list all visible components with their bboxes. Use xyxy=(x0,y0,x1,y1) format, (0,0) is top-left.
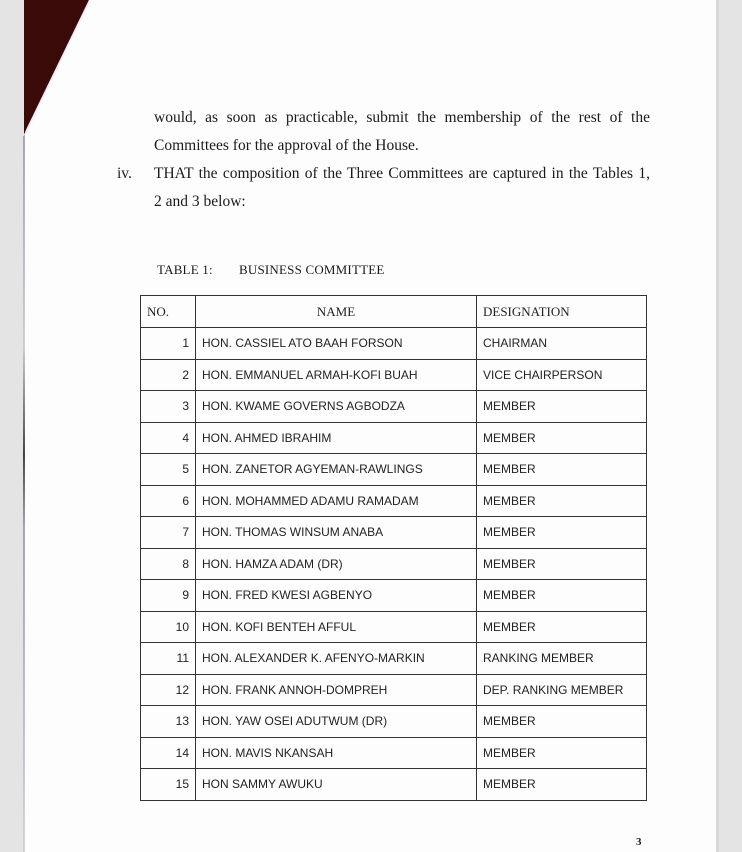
table-row xyxy=(141,580,647,612)
table-row xyxy=(141,706,647,738)
table-row xyxy=(141,517,647,549)
cell-designation: CHAIRMAN xyxy=(477,328,647,360)
header-no: NO. xyxy=(141,296,196,328)
cell-designation: MEMBER xyxy=(477,422,647,454)
cell-designation: MEMBER xyxy=(477,391,647,423)
cell-designation: MEMBER xyxy=(477,517,647,549)
cell-no: 8 xyxy=(141,548,196,580)
item-iv-line-2: 2 and 3 below: xyxy=(154,193,246,210)
table-row xyxy=(141,674,647,706)
folded-corner-shadow xyxy=(0,0,100,140)
table-row xyxy=(141,422,647,454)
cell-no: 14 xyxy=(141,737,196,769)
cell-name: HON. EMMANUEL ARMAH-KOFI BUAH xyxy=(196,359,477,391)
list-marker-iv: iv. xyxy=(117,165,132,182)
table-row xyxy=(141,737,647,769)
cell-name: HON. HAMZA ADAM (DR) xyxy=(196,548,477,580)
paragraph-line-1: would, as soon as practicable, submit the membership of the rest of the xyxy=(154,109,650,126)
cell-no: 6 xyxy=(141,485,196,517)
table-row xyxy=(141,454,647,486)
table-row xyxy=(141,359,647,391)
table-row xyxy=(141,328,647,360)
table-row xyxy=(141,548,647,580)
table-row xyxy=(141,611,647,643)
table-row xyxy=(141,643,647,675)
cell-no: 4 xyxy=(141,422,196,454)
cell-no: 7 xyxy=(141,517,196,549)
cell-name: HON. FRED KWESI AGBENYO xyxy=(196,580,477,612)
page-number: 3 xyxy=(636,836,642,848)
cell-no: 1 xyxy=(141,328,196,360)
cell-no: 3 xyxy=(141,391,196,423)
cell-designation: DEP. RANKING MEMBER xyxy=(477,674,647,706)
cell-no: 10 xyxy=(141,611,196,643)
cell-designation: VICE CHAIRPERSON xyxy=(477,359,647,391)
header-name: NAME xyxy=(196,296,477,328)
cell-name: HON. AHMED IBRAHIM xyxy=(196,422,477,454)
cell-no: 9 xyxy=(141,580,196,612)
business-committee-table xyxy=(140,295,647,801)
cell-designation: MEMBER xyxy=(477,485,647,517)
paragraph-continuation xyxy=(154,104,650,160)
item-iv-line-1: THAT the composition of the Three Committees are captured in the Tables 1, xyxy=(154,165,650,182)
header-designation: DESIGNATION xyxy=(477,296,647,328)
cell-designation: MEMBER xyxy=(477,548,647,580)
table-caption-title: BUSINESS COMMITTEE xyxy=(239,262,385,277)
cell-designation: MEMBER xyxy=(477,706,647,738)
cell-designation: MEMBER xyxy=(477,580,647,612)
cell-no: 5 xyxy=(141,454,196,486)
table-row xyxy=(141,391,647,423)
cell-no: 13 xyxy=(141,706,196,738)
cell-designation: MEMBER xyxy=(477,454,647,486)
cell-name: HON. MOHAMMED ADAMU RAMADAM xyxy=(196,485,477,517)
cell-no: 15 xyxy=(141,769,196,801)
cell-designation: RANKING MEMBER xyxy=(477,643,647,675)
cell-name: HON SAMMY AWUKU xyxy=(196,769,477,801)
cell-no: 12 xyxy=(141,674,196,706)
cell-name: HON. CASSIEL ATO BAAH FORSON xyxy=(196,328,477,360)
table-caption-label: TABLE 1: xyxy=(157,262,213,277)
cell-name: HON. ALEXANDER K. AFENYO-MARKIN xyxy=(196,643,477,675)
cell-name: HON. YAW OSEI ADUTWUM (DR) xyxy=(196,706,477,738)
cell-name: HON. KWAME GOVERNS AGBODZA xyxy=(196,391,477,423)
table-row xyxy=(141,769,647,801)
table-caption xyxy=(157,262,385,278)
table-row xyxy=(141,485,647,517)
table-header-row xyxy=(141,296,647,328)
cell-designation: MEMBER xyxy=(477,769,647,801)
page-right-border xyxy=(716,0,719,852)
cell-name: HON. THOMAS WINSUM ANABA xyxy=(196,517,477,549)
paragraph-item-iv xyxy=(154,160,650,216)
cell-designation: MEMBER xyxy=(477,611,647,643)
cell-name: HON. MAVIS NKANSAH xyxy=(196,737,477,769)
cell-no: 2 xyxy=(141,359,196,391)
cell-name: HON. ZANETOR AGYEMAN-RAWLINGS xyxy=(196,454,477,486)
page-edge-shadow xyxy=(23,130,25,852)
cell-name: HON. KOFI BENTEH AFFUL xyxy=(196,611,477,643)
cell-no: 11 xyxy=(141,643,196,675)
cell-designation: MEMBER xyxy=(477,737,647,769)
cell-name: HON. FRANK ANNOH-DOMPREH xyxy=(196,674,477,706)
paragraph-line-2: Committees for the approval of the House. xyxy=(154,137,419,154)
